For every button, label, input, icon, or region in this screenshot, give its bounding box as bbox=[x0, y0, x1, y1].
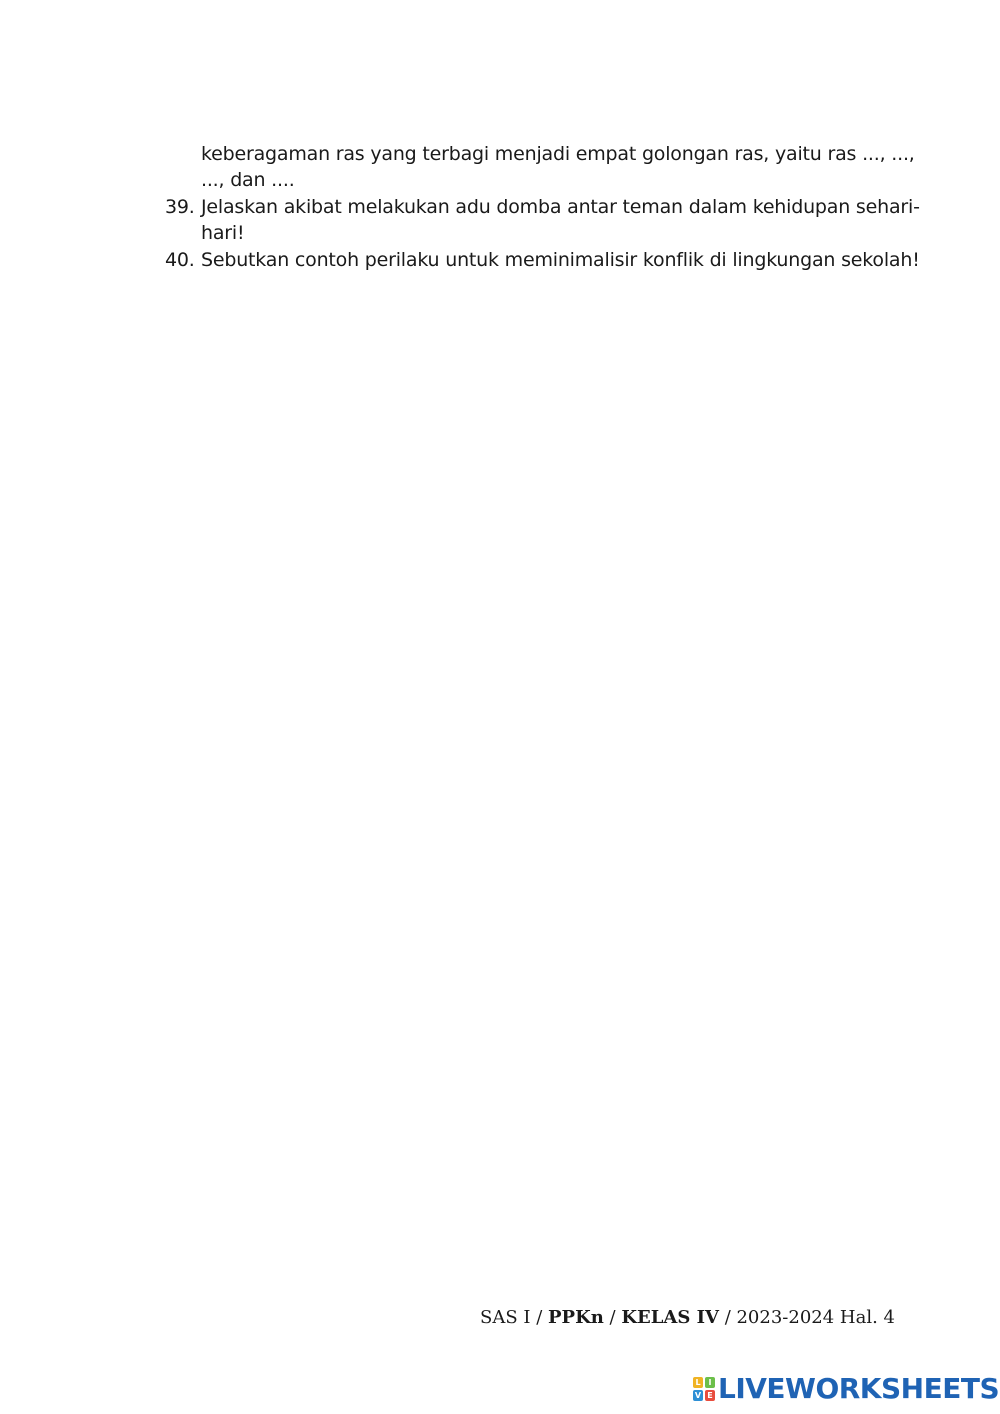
footer-exam: SAS I bbox=[479, 1307, 531, 1328]
footer-sep-3: / bbox=[718, 1307, 737, 1328]
mark-tile-i: I bbox=[705, 1377, 715, 1388]
footer-sep-1: / bbox=[530, 1307, 548, 1328]
q39-line-1: Jelaskan akibat melakukan adu domba antar teman dalam kehidupan sehari- bbox=[201, 196, 920, 218]
footer-sep-2: / bbox=[603, 1307, 622, 1328]
liveworksheets-logo bbox=[693, 1373, 999, 1405]
q38-continuation-line-1: keberagaman ras yang terbagi menjadi empat golongan ras, yaitu ras ..., ..., bbox=[201, 143, 915, 165]
footer-grade: KELAS IV bbox=[621, 1307, 719, 1328]
q38-continuation-line-2: ..., dan .... bbox=[201, 169, 295, 191]
question-number-40: 40. bbox=[165, 249, 195, 271]
liveworksheets-wordmark: LIVEWORKSHEETS bbox=[718, 1372, 1000, 1405]
q40-line-1: Sebutkan contoh perilaku untuk meminimalisir konflik di lingkungan sekolah! bbox=[201, 249, 920, 271]
page-footer bbox=[480, 1305, 895, 1331]
mark-tile-v: V bbox=[694, 1391, 702, 1400]
mark-tile-e: E bbox=[705, 1390, 715, 1401]
footer-year-page: 2023-2024 Hal. 4 bbox=[736, 1307, 895, 1328]
footer-subject: PPKn bbox=[548, 1307, 604, 1328]
mark-tile-l: L bbox=[693, 1377, 703, 1388]
q39-line-2: hari! bbox=[201, 222, 245, 244]
question-number-39: 39. bbox=[165, 196, 195, 218]
liveworksheets-mark-icon bbox=[693, 1377, 715, 1401]
